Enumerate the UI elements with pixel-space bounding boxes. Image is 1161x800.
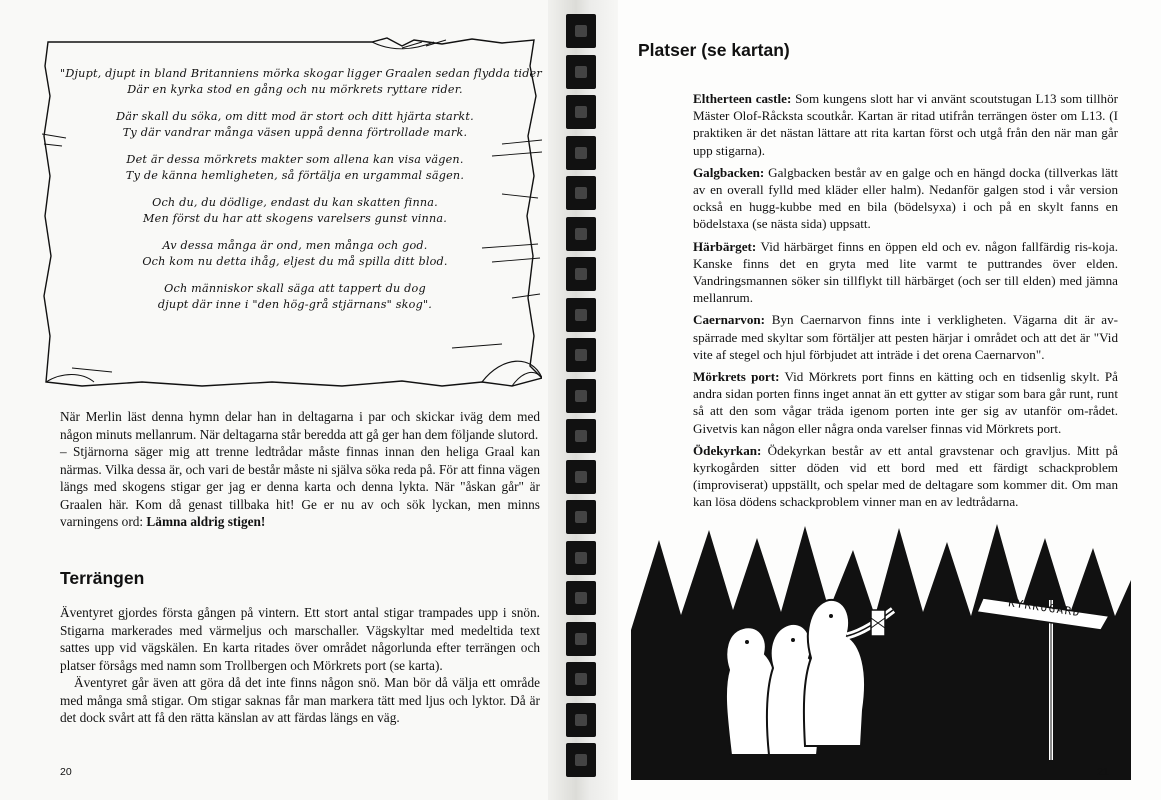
- binding-ring: [566, 500, 596, 534]
- poem-line: Och du, du dödlige, endast du kan skatten finna.: [152, 196, 438, 209]
- section-heading-places: Platser (se kartan): [638, 40, 790, 60]
- poem-line: Ty där vandrar många väsen uppå denna förtrollade mark.: [122, 125, 468, 139]
- place-entry: [693, 311, 1118, 363]
- poem: [60, 66, 542, 324]
- place-text: Ödekyrkan består av ett antal gravstenar och gravljus. Mitt på kyrkogården sitter döden vid ett bord med ett färdigt schackproblem (improviserat) uppställt, och spelar med de deltagare som kommer dit. Om man kan lösa dödens schackproblem vinner man en av ledtrådarna.: [693, 442, 1118, 510]
- place-term: Galgbacken:: [693, 164, 765, 180]
- poem-line: "Djupt, djupt in bland Britanniens mörka skogar ligger Graalen sedan flydda tider: [60, 67, 542, 80]
- merlin-speech: – Stjärnorna säger mig att trenne ledtrådar måste finnas innan den heliga Graal kan närmas. Vilka dessa är, och vari de består måste ni själva söka reda på. För att finna vägen längs med skogens stigar ger jag er denna karta och denna lykta. När "åskan går" är Graalen här. Kom då genast tillbaka hit! Ge er nu av och sök lyckan, men minns varningens ord:: [60, 444, 540, 529]
- place-text: Galgbacken består av en galge och en hängd docka (tillverkas lätt av en overall fylld med kläder eller halm). Nedanför galgen stod i vår version också en hugg-kubbe med en bila (bödelsyxa) i och på en skylt fanns en bödelstaxa (se nästa sida) uppsatt.: [693, 164, 1118, 232]
- place-entry: [693, 442, 1118, 511]
- binding-ring: [566, 136, 596, 170]
- binding-ring: [566, 14, 596, 48]
- forest-illustration: [631, 520, 1131, 785]
- place-entry: [693, 90, 1118, 159]
- intro-paragraph: [60, 443, 540, 531]
- poem-line: djupt där inne i "den hög-grå stjärnans" skog".: [157, 297, 433, 311]
- poem-line: Det är dessa mörkrets makter som allena kan visa vägen.: [126, 153, 464, 166]
- poem-line: Där en kyrka stod en gång och nu mörkrets ryttare rider.: [127, 82, 463, 96]
- place-text: Vid härbärget finns en öppen eld och ev. någon fallfärdig ris-koja. Kanske finns det en gryta med lite varmt te puttrandes över elden. Vandringsmannen söker sin tillflykt till härbärget (och ser till elden) med jämna mellanrum.: [693, 238, 1118, 306]
- sign-text: KYRKOGÅRD: [1007, 596, 1082, 620]
- poem-stanza: [60, 66, 542, 97]
- poem-stanza: [60, 281, 530, 312]
- binding-ring: [566, 703, 596, 737]
- page-number-right: 21: [1097, 766, 1109, 778]
- poem-line: Och människor skall säga att tappert du dog: [164, 282, 426, 295]
- binding-ring: [566, 217, 596, 251]
- poem-line: Och kom nu detta ihåg, eljest du må spilla ditt blod.: [142, 254, 448, 268]
- terrain-paragraph: Äventyret gjordes första gången på vintern. Ett stort antal stigar trampades upp i snön. Stigarna markerades med värmeljus och marschaller. Vägskyltar med medeltida text sattes upp vid vägskälen. En karta ritades över området någorlunda efter terrängen och platser försågs med namn som Trollbergen och Mörkrets port (se karta).: [60, 605, 540, 673]
- place-text: Som kungens slott har vi använt scoutstugan L13 som tillhör Mäster Olof-Råcksta scoutkår. Kartan är ritad utifrån terrängen öster om L13. (I praktiken är det nästan lättare att rita kartan först och utgå från den när man går upp stigarna).: [693, 91, 1118, 158]
- place-entry: [693, 368, 1118, 437]
- terrain-text: [60, 604, 540, 727]
- binding-ring: [566, 743, 596, 777]
- binding-ring: [566, 338, 596, 372]
- intro-paragraph: När Merlin läst denna hymn delar han in deltagarna i par och skickar iväg dem med någon minuts mellanrum. När deltagarna står beredda att gå ger han dem följande slutord.: [60, 409, 540, 442]
- binding-ring: [566, 419, 596, 453]
- place-text: Byn Caernarvon finns inte i verkligheten. Vägarna dit är av-spärrade med skyltar som förtäljer att pesten härjar i området och att det är "Vid vite af stegel och hjul förbjudet att inträde i det orena Caernarvon".: [693, 312, 1118, 362]
- binding-ring: [566, 379, 596, 413]
- poem-line: Där skall du söka, om ditt mod är stort och ditt hjärta starkt.: [116, 110, 474, 123]
- poem-line: Av dessa många är ond, men många och god.: [162, 239, 428, 252]
- binding-ring: [566, 55, 596, 89]
- binding-ring: [566, 95, 596, 129]
- poem-stanza: [60, 109, 530, 140]
- poem-stanza: [60, 238, 530, 269]
- terrain-paragraph: Äventyret går även att göra då det inte finns någon snö. Man bör då välja ett område med många små stigar. Om stigar saknas får man markera tätt med ljus och lyktor. Då är det dock svårt att få den rätta känslan av att färdas längs en väg.: [60, 675, 540, 725]
- place-term: Mörkrets port:: [693, 369, 780, 385]
- binding-ring: [566, 176, 596, 210]
- place-text: Vid Mörkrets port finns en kätting och en tidsenlig skylt. På andra sidan porten finns inget annat än ett gytter av stigar som bara går runt, runt så att den som vågar träda igenom porten inte ger sig av utanför om-rådet. Givetvis kan någon eller några onda varelser finnas vid Mörkrets port.: [693, 369, 1118, 436]
- binding-ring: [566, 581, 596, 615]
- place-term: Caernarvon:: [693, 312, 766, 328]
- place-term: Ödekyrkan:: [693, 442, 762, 458]
- place-entry: [693, 238, 1118, 307]
- binding-ring: [566, 622, 596, 656]
- place-term: Härbärget:: [693, 238, 757, 254]
- places-list: [693, 90, 1118, 516]
- binding-ring: [566, 541, 596, 575]
- binding-ring: [566, 662, 596, 696]
- warning-text: Lämna aldrig stigen!: [146, 514, 266, 529]
- binding-ring: [566, 257, 596, 291]
- poem-stanza: [60, 152, 530, 183]
- page-number-left: 20: [60, 766, 72, 778]
- poem-line: Ty de känna hemligheten, så förtälja en urgammal sägen.: [125, 168, 465, 182]
- poem-line: Men först du har att skogens varelsers gunst vinna.: [143, 211, 447, 225]
- intro-text: [60, 408, 540, 531]
- section-heading-terrain: Terrängen: [60, 568, 145, 588]
- poem-stanza: [60, 195, 530, 226]
- binding-ring: [566, 460, 596, 494]
- binding-ring: [566, 298, 596, 332]
- place-term: Eltherteen castle:: [693, 91, 792, 106]
- place-entry: [693, 164, 1118, 233]
